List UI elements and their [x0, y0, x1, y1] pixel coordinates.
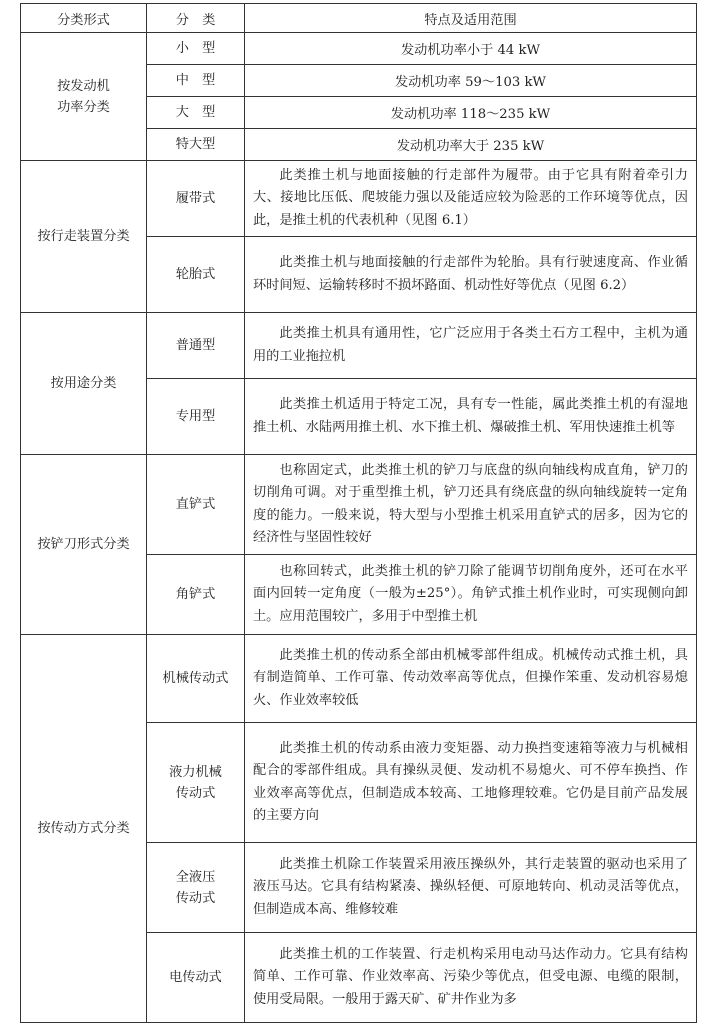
category-cell: 全液压 传动式 — [147, 843, 245, 933]
category-cell: 角铲式 — [147, 555, 245, 635]
group-label-purpose: 按用途分类 — [21, 313, 147, 455]
table-row — [21, 455, 697, 555]
table-row — [21, 161, 697, 237]
description-cell: 此类推土机与地面接触的行走部件为轮胎。具有行驶速度高、作业循环时间短、运输转移时不损坏路面、机动性好等优点（见图 6.2） — [245, 237, 697, 313]
table-row — [21, 313, 697, 379]
category-cell: 普通型 — [147, 313, 245, 379]
header-row — [21, 4, 697, 33]
category-cell: 大 型 — [147, 97, 245, 129]
category-cell: 中 型 — [147, 65, 245, 97]
header-category: 分 类 — [147, 4, 245, 33]
category-cell: 特大型 — [147, 129, 245, 161]
description-cell: 此类推土机与地面接触的行走部件为履带。由于它具有附着牵引力大、接地比压低、爬坡能力强以及能适应较为险恶的工作环境等优点，因此，是推土机的代表机种（见图 6.1） — [245, 161, 697, 237]
classification-table — [20, 3, 697, 1023]
description-cell: 发动机功率小于 44 kW — [245, 33, 697, 65]
category-cell: 机械传动式 — [147, 635, 245, 723]
category-cell: 直铲式 — [147, 455, 245, 555]
description-cell: 此类推土机除工作装置采用液压操纵外，其行走装置的驱动也采用了液压马达。它具有结构紧凑、操纵轻便、可原地转向、机动灵活等优点，但制造成本高、维修较难 — [245, 843, 697, 933]
group-label-transmission: 按传动方式分类 — [21, 635, 147, 1023]
description-cell: 此类推土机的工作装置、行走机构采用电动马达作动力。它具有结构简单、工作可靠、作业效率高、污染少等优点，但受电源、电缆的限制，使用受局限。一般用于露天矿、矿井作业为多 — [245, 933, 697, 1023]
category-cell: 专用型 — [147, 379, 245, 455]
description-cell: 此类推土机的传动系由液力变矩器、动力换挡变速箱等液力与机械相配合的零部件组成。具有操纵灵便、发动机不易熄火、可不停车换挡、作业效率高等优点，但制造成本较高、工地修理较难。它仍是目前产品发展的主要方向 — [245, 723, 697, 843]
group-label-travel: 按行走装置分类 — [21, 161, 147, 313]
table-row — [21, 635, 697, 723]
table-row — [21, 33, 697, 65]
group-label-blade: 按铲刀形式分类 — [21, 455, 147, 635]
description-cell: 也称固定式，此类推土机的铲刀与底盘的纵向轴线构成直角，铲刀的切削角可调。对于重型推土机，铲刀还具有绕底盘的纵向轴线旋转一定角度的能力。一般来说，特大型与小型推土机采用直铲式的居多，因为它的经济性与坚固性较好 — [245, 455, 697, 555]
description-cell: 也称回转式，此类推土机的铲刀除了能调节切削角度外，还可在水平面内回转一定角度（一般为±25°）。角铲式推土机作业时，可实现侧向卸土。应用范围较广，多用于中型推土机 — [245, 555, 697, 635]
category-cell: 履带式 — [147, 161, 245, 237]
description-cell: 发动机功率 59～103 kW — [245, 65, 697, 97]
description-cell: 此类推土机的传动系全部由机械零部件组成。机械传动式推土机，具有制造简单、工作可靠、传动效率高等优点，但操作笨重、发动机容易熄火、作业效率较低 — [245, 635, 697, 723]
category-cell: 小 型 — [147, 33, 245, 65]
description-cell: 发动机功率 118～235 kW — [245, 97, 697, 129]
description-cell: 此类推土机适用于特定工况，具有专一性能，属此类推土机的有湿地推土机、水陆两用推土机、水下推土机、爆破推土机、军用快速推土机等 — [245, 379, 697, 455]
category-cell: 电传动式 — [147, 933, 245, 1023]
description-cell: 此类推土机具有通用性，它广泛应用于各类土石方工程中，主机为通用的工业拖拉机 — [245, 313, 697, 379]
category-cell: 轮胎式 — [147, 237, 245, 313]
description-cell: 发动机功率大于 235 kW — [245, 129, 697, 161]
group-label-power: 按发动机 功率分类 — [21, 33, 147, 161]
header-classification-form: 分类形式 — [21, 4, 147, 33]
header-features: 特点及适用范围 — [245, 4, 697, 33]
category-cell: 液力机械 传动式 — [147, 723, 245, 843]
